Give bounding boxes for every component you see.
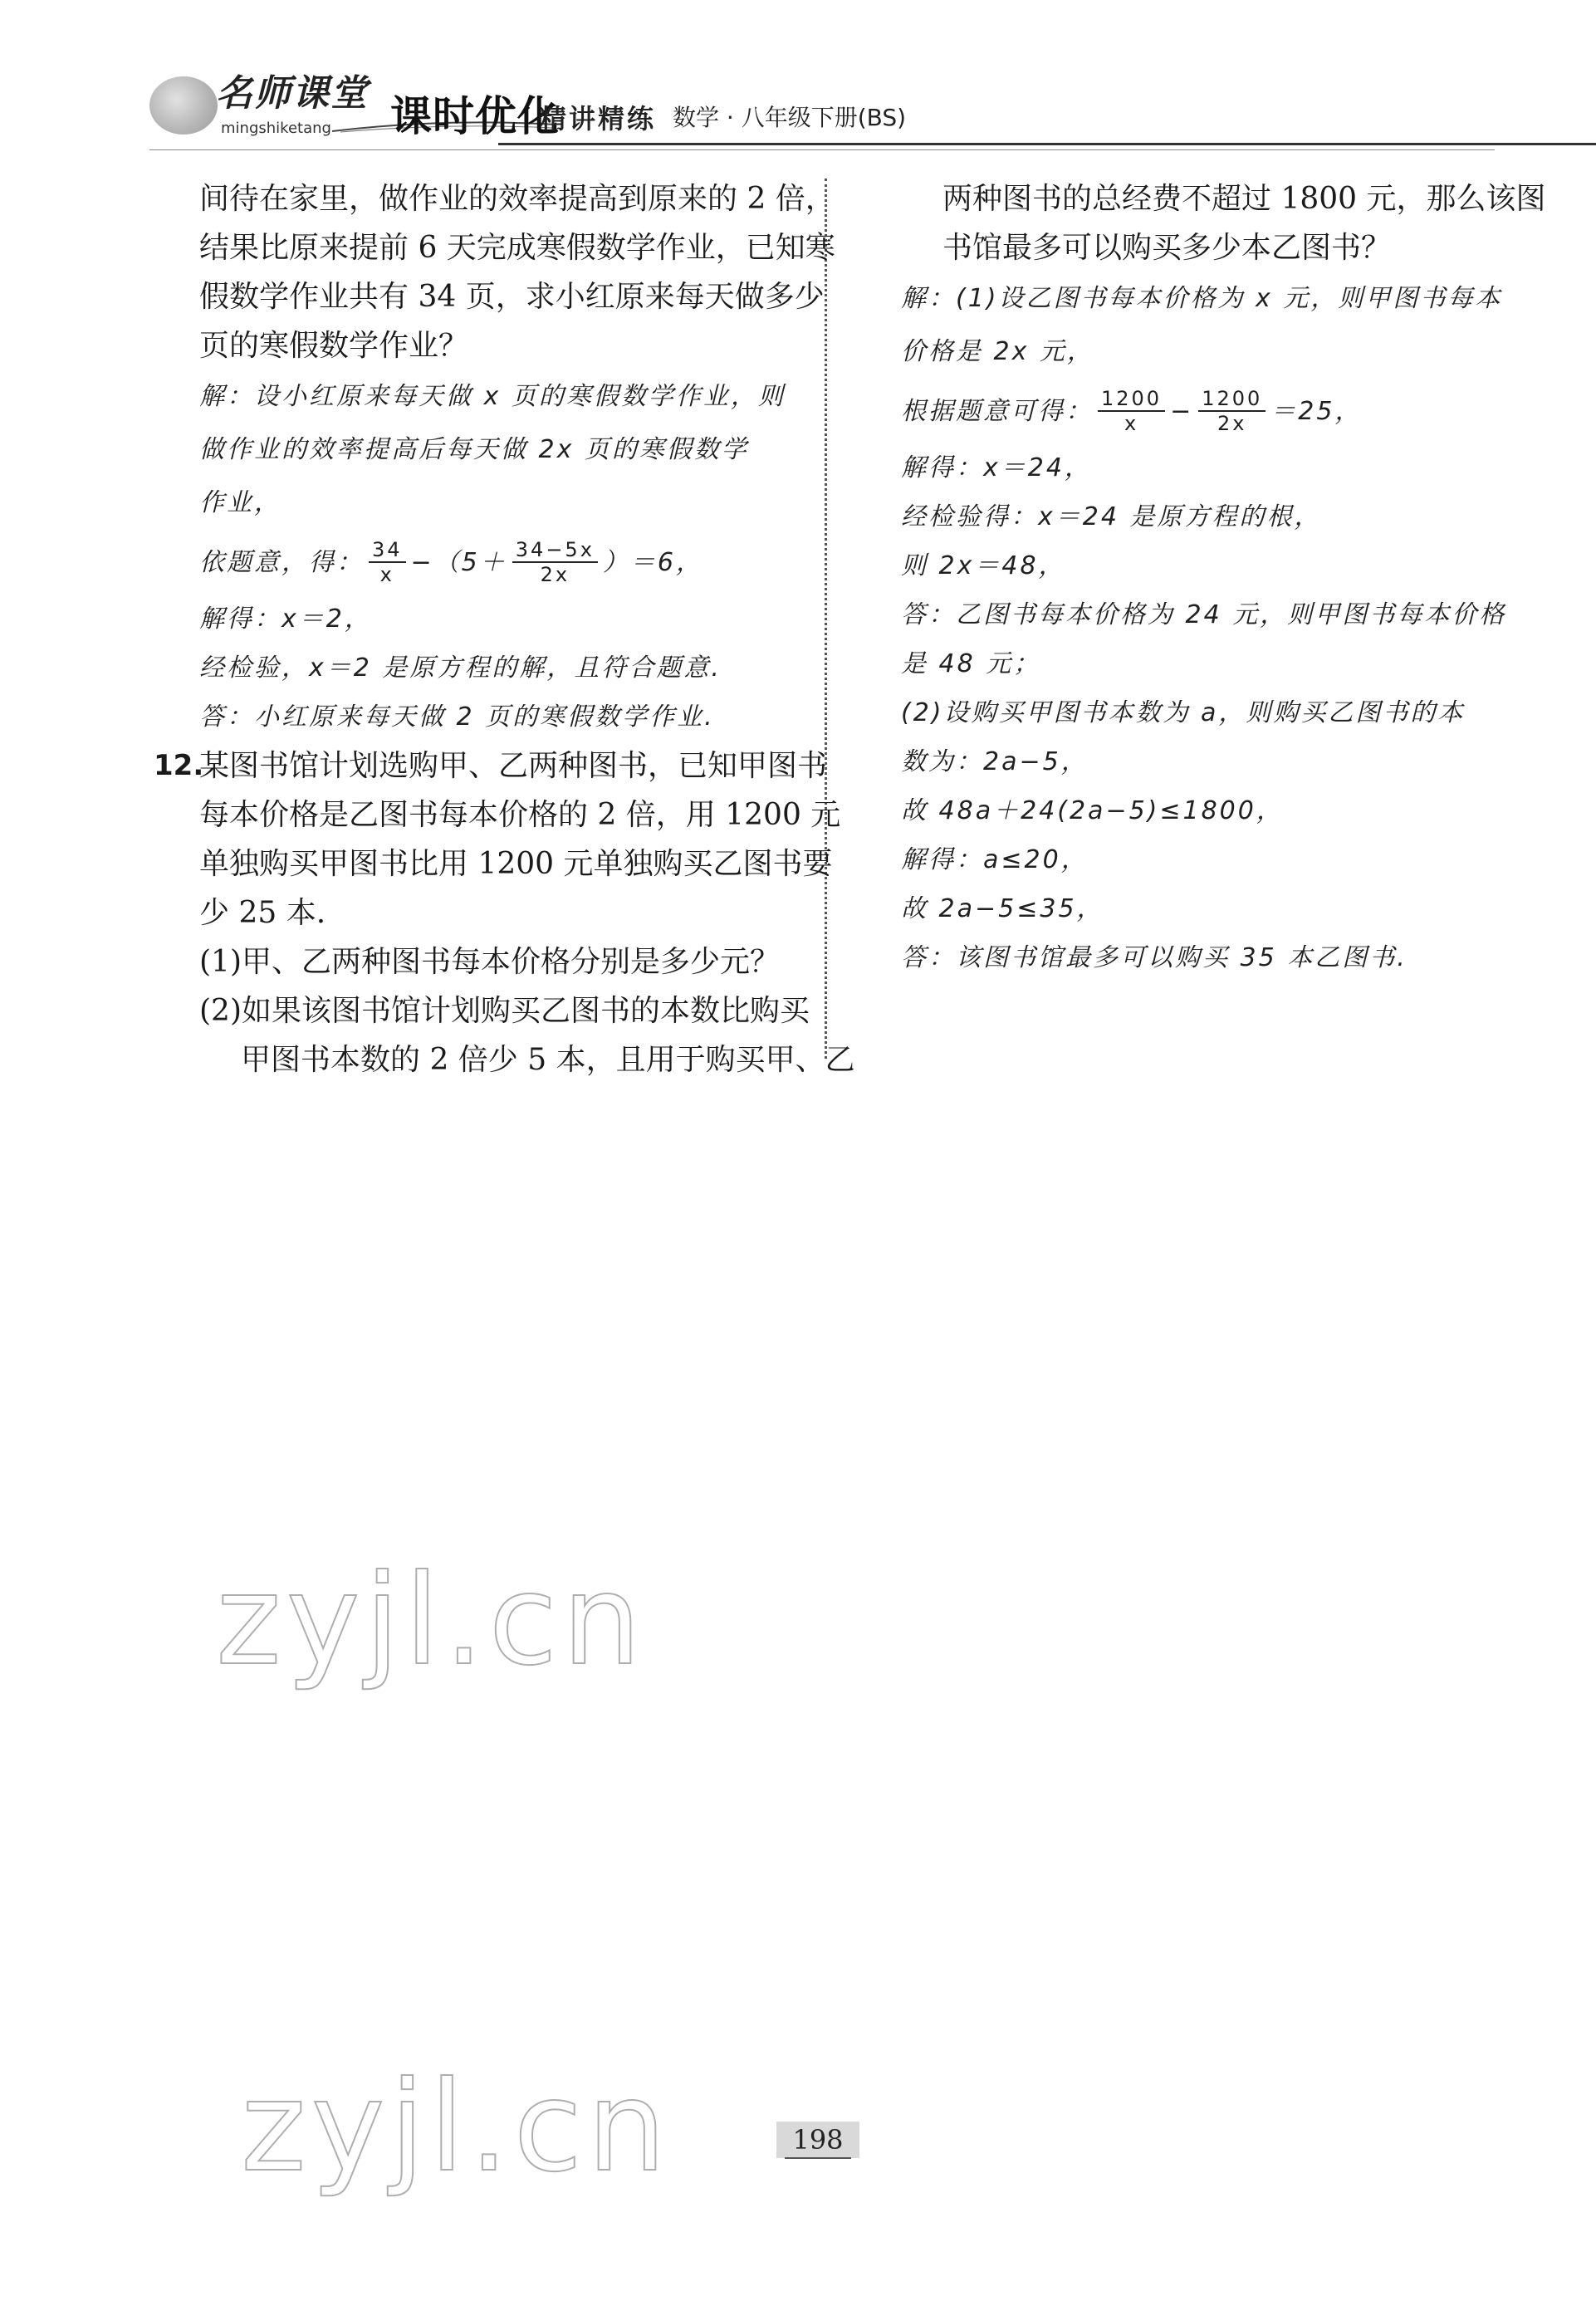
solution-line: 做作业的效率提高后每天做 2x 页的寒假数学 [199, 435, 749, 464]
header-rule-thin [149, 149, 1495, 150]
equation-line [901, 379, 1499, 443]
fraction [369, 538, 406, 586]
solution-line: 解得：x＝2， [199, 604, 372, 634]
question-text-line: 单独购买甲图书比用 1200 元单独购买乙图书要 [199, 847, 833, 881]
solution-line: 作业， [199, 488, 282, 517]
left-column [154, 174, 855, 1084]
question-text-line: 书馆最多可以购买多少本乙图书？ [942, 231, 1392, 265]
equation-suffix: ＝25， [1270, 396, 1363, 426]
question-part-2-cont: 甲图书本数的 2 倍少 5 本，且用于购买甲、乙 [241, 1043, 855, 1077]
solution-line: 故 2a−5≤35， [901, 894, 1104, 923]
equation-prefix: 依题意，得： [199, 547, 364, 577]
fraction-denominator: x [1124, 412, 1139, 435]
solution-line: 解得：a≤20， [901, 845, 1089, 874]
solution-line: (2)设购买甲图书本数为 a，则购买乙图书的本 [901, 698, 1466, 727]
question-text-line: 某图书馆计划选购甲、乙两种图书，已知甲图书 [199, 749, 828, 783]
fraction [1098, 387, 1165, 435]
header-rule [498, 143, 1596, 145]
question-part-1: (1)甲、乙两种图书每本价格分别是多少元？ [199, 945, 780, 979]
fraction [1198, 387, 1266, 435]
solution-answer: 答：乙图书每本价格为 24 元，则甲图书每本价格 [901, 600, 1507, 629]
column-divider [825, 179, 827, 1059]
solution-line: 数为：2a−5， [901, 747, 1089, 776]
fraction-numerator: 1200 [1098, 387, 1165, 412]
fraction-denominator: 2x [540, 563, 570, 586]
solution-line: 解：(1)设乙图书每本价格为 x 元，则甲图书每本 [901, 284, 1503, 313]
equation-line [199, 530, 797, 595]
page-header [149, 58, 1495, 149]
question-text-line: 结果比原来提前 6 天完成寒假数学作业，已知寒 [199, 231, 835, 265]
fraction [512, 538, 598, 586]
right-column [901, 174, 1546, 982]
series-title: 课时优化 [390, 92, 560, 140]
fraction-denominator: x [379, 563, 394, 586]
equation-prefix: 根据题意可得： [901, 396, 1093, 426]
question-12 [154, 742, 855, 1084]
solution-answer: 是 48 元； [901, 649, 1041, 678]
series-subtitle: 精讲精练 [540, 103, 657, 135]
question-part-2: (2)如果该图书馆计划购买乙图书的本数比购买 [199, 994, 810, 1028]
solution-answer: 答：该图书馆最多可以购买 35 本乙图书. [901, 943, 1408, 972]
watermark: zyjl.cn [216, 1549, 647, 1693]
solution-line: 解得：x＝24， [901, 453, 1092, 482]
solution-line: 经检验，x＝2 是原方程的解，且符合题意. [199, 653, 722, 683]
fraction-denominator: 2x [1217, 412, 1247, 435]
solution-line: 则 2x＝48， [901, 551, 1066, 580]
watermark: zyjl.cn [241, 2055, 672, 2200]
brand-logo-icon [149, 76, 218, 135]
page-number: 198 [776, 2122, 859, 2158]
brand-pinyin: mingshiketang [221, 120, 331, 137]
page-number-underline [785, 2157, 851, 2159]
solution-answer: 答：小红原来每天做 2 页的寒假数学作业. [199, 702, 715, 732]
question-number: 12. [154, 749, 204, 782]
solution-line: 经检验得：x＝24 是原方程的根， [901, 502, 1322, 531]
fraction-numerator: 1200 [1198, 387, 1266, 412]
fraction-numerator: 34−5x [512, 538, 598, 563]
fraction-numerator: 34 [369, 538, 406, 563]
question-text-line: 少 25 本. [199, 896, 326, 930]
equation-middle: −（5＋ [410, 547, 507, 577]
question-text-line: 每本价格是乙图书每本价格的 2 倍，用 1200 元 [199, 798, 841, 832]
question-text-line: 假数学作业共有 34 页，求小红原来每天做多少 [199, 280, 825, 314]
solution-line: 价格是 2x 元， [901, 337, 1094, 366]
solution-line: 故 48a＋24(2a−5)≤1800， [901, 796, 1284, 825]
solution-line: 解：设小红原来每天做 x 页的寒假数学作业，则 [199, 382, 786, 411]
question-text-line: 间待在家里，做作业的效率提高到原来的 2 倍， [199, 182, 835, 216]
subject-grade: 数学 · 八年级下册(BS) [673, 104, 907, 131]
brand-name: 名师课堂 [216, 72, 369, 115]
equation-middle: − [1170, 396, 1194, 426]
equation-suffix: ）＝6， [602, 547, 703, 577]
question-text-line: 页的寒假数学作业？ [199, 329, 469, 363]
question-text-line: 两种图书的总经费不超过 1800 元，那么该图 [942, 182, 1546, 216]
